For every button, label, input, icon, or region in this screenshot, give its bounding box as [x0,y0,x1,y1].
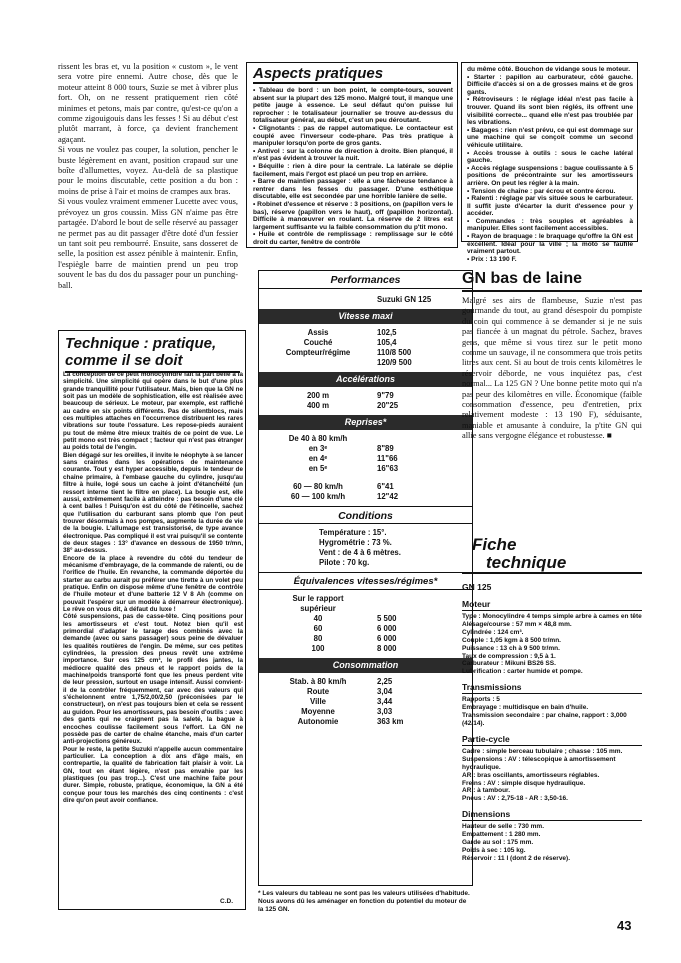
table-row: 60 — 80 km/h 6"41 [293,482,394,491]
technique-box [58,330,246,910]
technique-title-line2: comme il se doit [65,352,183,369]
table-row: De 40 à 80 km/h [288,434,348,443]
author-signature: C.D. [220,898,233,905]
aspects-item: • Barre de maintien passager : elle a une fâcheuse tendance à rentrer dans les fesses du passager. D'une esthétique discutable, elle est secondée par une horrible lanière de selle. [253,178,453,201]
condition-item: Hygrométrie : 73 %. [319,538,392,547]
gn-section [462,270,642,442]
table-row: 200 m 9"79 [306,391,394,400]
performance-title: Performances [259,271,472,289]
reprises-rows [259,430,472,506]
table-row: 400 m 20"25 [306,401,399,410]
technique-paragraph: Bien dégagé sur les oreilles, il invite le néophyte à se lancer sans craintes dans les opérations de maintenance courante. Tout y est hyper accessible, depuis le tendeur de chaîne primaire, à l'embase gauche du cylindre, jusqu'au filtre à huile, logé sous un cache à joint d'étanchéité (un ressort interne tient le filtre en place). La bougie est, elle aussi, extrêmement facile à atteindre : pas besoin d'une clé à cent balles ! Puisqu'on est du côté de l'étincelle, sachez que l'utilisation du carburant sans plomb que l'on peut trouver désormais à nos pompes, augmente la durée de vie de la bougie. L'allumage est transistorisé, de type avance électronique. Pas compliqué il est vrai puisqu'il se contente de deux stages : 13° d'avance en dessous de 1950 tr/mn, 38° au-dessus. [63,451,243,555]
table-row: 60 — 100 km/h 12"42 [290,492,399,501]
page-number: 43 [617,918,632,933]
consumption-header: Consommation [259,658,472,673]
fiche-section-text: Hauteur de selle : 730 mm. Empattement : 1 280 mm. Garde au sol : 175 mm. Poids à sec : 105 kg. Réservoir : 11 l (dont 2 de réserve). [462,823,571,862]
aspects-item: • Antivol : sur la colonne de direction à droite. Bien planqué, il n'est pas évident à trouver la nuit. [253,147,453,163]
consumption-rows [259,673,472,731]
aspects-item: • Clignotants : pas de rappel automatique. Le contacteur est couplé avec l'inverseur code-phare. Pas très pratique à manipuler lorsqu'on porte de gros gants. [253,124,453,148]
aspects-list [253,87,453,246]
equivalences-rows [259,590,472,658]
vmax-header: Vitesse maxi [259,309,472,324]
table-row: Stab. à 80 km/h 2,25 [289,677,393,686]
equivalences-label: Sur le rapport supérieur [292,594,344,613]
conditions-rows [259,524,472,572]
fiche-section-text: Type : Monocylindre 4 temps simple arbre à cames en tête Alésage/course : 57 mm × 48,8 mm. Cylindrée : 124 cm³. Couple : 1,05 kgm à 8 500 tr/mn. Puissance : 13 ch à 9 500 tr/mn. Taux de compression : 9,5 à 1. Carburateur : Mikuni BS26 SS. Lubrification : carter humide et pompe. [462,613,642,676]
table-row: 40 5 500 [313,614,397,623]
table-row: Moyenne 3,03 [301,707,393,716]
fiche-heading [462,536,642,574]
equivalences-header: Équivalences vitesses/régimes* [259,572,472,590]
condition-item: Vent : de 4 à 6 mètres. [319,548,401,557]
technique-heading [65,335,240,373]
fiche-section-heading: Partie-cycle [462,734,642,746]
technique-body [63,371,243,804]
table-row: 60 6 000 [313,624,397,633]
table-row: Couché 105,4 [303,338,397,347]
price-item: • Prix : 13 190 F. [467,255,517,263]
technique-paragraph: Côté suspensions, pas de casse-tête. Cinq positions pour les amortisseurs et c'est tout. Notez bien qu'il est primordial d'adapter le tarage des combinés avec la demande (avec ou sans passager) sous peine de dévaluer les qualités routières de l'engin. De même, sur ces petites cylindrées, la pression des pneus revêt une extrême importance. Sur ces 125 cm³, le profil des jantes, la médiocre qualité des pneus et le rapport poids de la machine/poids transporté font que les pneus perdent vite de leur pression, surtout en usage intensif. Aussi convient-il de la contrôler fréquemment, car avec des valeurs qui s'échelonnent entre 1,75/2,00/2,50 (préconisées par le constructeur), on n'est pas toujours bien et cela se ressent au guidon. Pour les amortisseurs, pas besoin d'outils : avec des gants qui ne craignent pas la saleté, la bague à encoches coulisse facilement sous l'effort. La GN ne possède pas de carter de chaîne étanche, mais d'un carter anti-projections généreux. [63,613,243,746]
model-name: Suzuki GN 125 [377,295,432,304]
gn-text: Malgré ses airs de flambeuse, Suzie n'est pas gourmande du tout, au grand désespoir du pompiste du coin qui commence à se demander si je ne suis pas fiancée à un magnat du pétrole. Sachez, braves gens, que même si vous tirez sur le petit mono comme un sauvage, il ne consommera que trois petits litres aux cent. Si au bout de trois cents kilomètres le réservoir déborde, ne vous inquiétez pas, c'est normal... La 125 GN ? Une bonne petite moto qui n'a pas peur des kilomètres en ville. Économique (faible consommation d'essence, peu d'entretien, prix relativement modeste : 13 190 F), séduisante, maniable et amusante à conduire, la p'tite GN qui allie sans vergogne élégance et robustesse. ■ [462,296,642,441]
aspects-item: • Accès réglage suspensions : bague coulissante à 5 positions de précontrainte sur les amortisseurs arrière. On peut les régler à la main. [467,164,633,187]
aspects-item: • Béquille : rien à dire pour la centrale. La latérale se déplie facilement, mais l'ergot est placé un peu trop en arrière. [253,162,453,178]
aspects-item: • Huile et contrôle de remplissage : remplissage sur le côté droit du carter, fenêtre de contrôle [253,231,453,246]
table-row: Autonomie 363 km [297,717,404,726]
aspects-item: • Starter : papillon au carburateur, côté gauche. Difficile d'accès si on a de grosses mains et de gros gants. [467,73,633,96]
performance-table [258,270,473,886]
aspects-item: • Commandes : très souples et agréables à manipuler. Elles sont facilement accessibles. [467,217,633,233]
table-row: en 4ᵉ 11"66 [308,454,398,463]
aspects-heading [253,65,451,84]
intro-paragraph: Si vous voulez vraiment emmener Lucette avec vous, prévoyez un gros coussin. Miss GN n'aime pas être partagée. D'abord le bout de selle réservé au passager ne permet pas au dit passager d'être doté d'un fessier un tant soit peu rembourré. Ensuite, sans dosseret de selle, la position est assez pénible à maintenir. Enfin, l'espiègle barre de maintien prend un peu trop souvent le bas du dos du passager pour un punching-ball. [58,197,238,290]
technique-paragraph: La conception de ce petit monocylindre fait la part belle à la simplicité. Une simplicité qui opère dans le but d'une plus grande tranquillité pour l'utilisateur. Mais, bien que la GN ne soit pas un modèle de sophistication, elle est réalisée avec beaucoup de sérieux. Le moteur, par exemple, est raffiché au cadre en six points différents. Pas de silentblocs, mais ces multiples attaches en l'occurrence distribuent les rares vibrations sur toute l'ossature. Les repose-pieds auraient pu tout de même être mieux traités de ce point de vue. Le petit mono est très compact ; facteur qui n'est pas étranger au poids total de l'engin. [63,371,243,452]
table-footnote: * Les valeurs du tableau ne sont pas les valeurs utilisées d'habitude. Nous avons dû les aménager en fonction du potentiel du moteur de la 125 GN. [258,890,470,913]
vmax-rows [259,324,472,372]
table-row: 100 8 000 [311,644,397,653]
aspects-continued-box [461,62,638,263]
table-row: Route 3,04 [306,687,393,696]
intro-paragraph: rissent les bras et, vu la position « custom », le vent sera votre pire ennemi. Autre chose, dès que le moteur atteint 8 000 tours, Suzie se met à vibrer plus fort. Oh, on ne ressent pratiquement rien côté minimes et petons, mais par contre, qu'est-ce qu'on a comme zigouigouis dans les fesses ! Si au début c'est plutôt marrant, à force, ça devient franchement agaçant. [58,62,238,144]
aspects-item: • Rayon de braquage : le braquage qu'offre la GN est excellent. Idéal pour la ville ; la moto se faufile vraiment partout. [467,233,633,256]
aspects-item: • Ralenti : réglage par vis située sous le carburateur. Il suffit juste d'écarter la durit d'essence pour y accéder. [467,195,633,218]
aspects-item: • Robinet d'essence et réserve : 3 positions, on (papillon vers le bas), réserve (papillon vers le haut), off (papillon horizontal). Difficile à manœuvrer en roulant. La réserve de 2 litres est largement suffisante vu la faible consommation du p'tit mono. [253,200,453,231]
table-row: 120/9 500 [377,358,412,367]
fiche-technique [462,536,642,863]
acceleration-header: Accélérations [259,372,472,387]
model-row [259,289,472,309]
fiche-section-text: Cadre : simple berceau tubulaire ; chasse : 105 mm. Suspensions : AV : télescopique à amortissement hydraulique. AR : bras oscillants, amortisseurs réglables. Freins : AV : simple disque hydraulique. AR : à tambour. Pneus : AV : 2,75-18 - AR : 3,50-16. [462,747,623,803]
condition-item: Température : 15°. [319,528,387,537]
fiche-section-heading: Dimensions [462,809,642,821]
fiche-title-line2: technique [486,553,567,572]
aspects-box [246,62,458,248]
aspects-item: • Rétroviseurs : le réglage idéal n'est pas facile à trouver. Quand ils sont bien réglés, ils offrent une visibilité correcte... quand elle n'est pas troublée par les vibrations. [467,96,633,127]
table-row: Compteur/régime 110/8 500 [285,348,412,357]
reprises-header: Reprises* [259,415,472,430]
aspects-item: • Bagages : rien n'est prévu, ce qui est dommage sur une machine qui se conçoit comme un second véhicule utilitaire. [467,126,633,149]
technique-paragraph: Pour le reste, la petite Suzuki n'appelle aucun commentaire particulier. La conception a dix ans d'âge mais, en contrepartie, la qualité de fabrication fait plaisir à voir. La GN, tout en étant légère, n'est pas envahie par les plastiques (ou pas trop...). C'est une machine faite pour durer. Simple, robuste, pratique, économique, la GN a été conçue pour tous les marchés des cinq continents : c'est dire qu'on peut avoir confiance. [63,745,243,804]
intro-column [58,62,238,291]
table-row: Assis 102,5 [307,328,397,337]
fiche-title-line1: Fiche [472,535,517,554]
acceleration-rows [259,387,472,415]
technique-title-line1: Technique : pratique, [65,335,217,352]
aspects-title: Aspects pratiques [253,65,384,82]
fiche-section-text: Rapports : 5 Embrayage : multidisque en bain d'huile. Transmission secondaire : par chaîne, rapport : 3,000 (42/14). [462,696,627,727]
aspects-item: • Accès trousse à outils : sous le cache latéral gauche. [467,149,633,165]
conditions-header: Conditions [259,506,472,524]
aspects-item: • Tension de chaîne : par écrou et contre écrou. [467,187,616,195]
intro-paragraph: Si vous ne voulez pas couper, la solution, pencher le buste légèrement en avant, position crapaud sur une boîte d'allumettes, voyez. Au-delà de sa plastique pour le moins discutable, cette position a du bon : moins de prise à l'air et moins de crampes aux bras. [58,145,238,196]
aspects-item: • Tableau de bord : un bon point, le compte-tours, souvent absent sur la plupart des 125 mono. Malgré tout, il manque une petite jauge à essence. Le seul défaut qu'on puisse lui reprocher : le totalisateur journalier se trouve au-dessus du totalisateur général, au début, c'est un peu déroutant. [253,87,453,125]
table-row: en 3ᵉ 8"89 [308,444,394,453]
table-row: 80 6 000 [313,634,397,643]
fiche-section-heading: Transmissions [462,682,642,694]
table-row: en 5ᵉ 16"63 [308,464,399,473]
fiche-section-heading: Moteur [462,599,642,611]
technique-paragraph: Encore de la place à revendre du côté du tendeur de mécanisme d'embrayage, de la commande de ralenti, ou de l'orifice de l'huile. En revanche, la commande déportée du starter au carbu aurait pu préférer une tirette à un volet peu pratique. Enfin on dispose même d'une fenêtre de contrôle de l'huile moteur et d'une batterie 12 V 8 Ah (comme on pouvait l'espérer sur un modèle à démarreur électronique). Le rêve on vous dit, à défaut du luxe ! [63,554,243,613]
aspects-item: du même côté. Bouchon de vidange sous le moteur. [467,66,631,73]
aspects-continued-list [467,66,633,263]
fiche-model: GN 125 [462,582,492,592]
table-row: Ville 3,44 [310,697,393,706]
condition-item: Pilote : 70 kg. [319,558,370,567]
gn-title: GN bas de laine [462,270,642,292]
